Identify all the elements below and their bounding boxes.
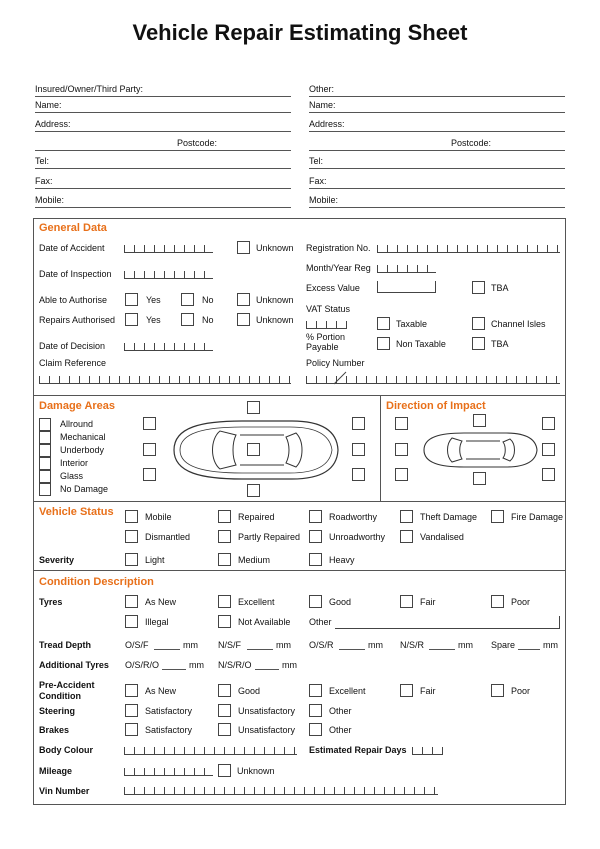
contact-right-label-5: Fax: <box>309 176 327 186</box>
tyres-other-label: Other <box>309 617 332 627</box>
divider <box>33 501 566 502</box>
general-data-heading: General Data <box>39 222 107 234</box>
tread-input-0[interactable] <box>154 649 180 650</box>
contact-right-line-2[interactable] <box>309 131 565 132</box>
tyres-checkbox-0[interactable] <box>125 595 138 608</box>
additional-tyre-input-0[interactable] <box>162 669 186 670</box>
vin-number-label: Vin Number <box>39 786 90 796</box>
registration-input[interactable] <box>377 241 560 253</box>
impact-direction-checkbox-4[interactable] <box>542 443 555 456</box>
pre-accident-checkbox-4[interactable] <box>491 684 504 697</box>
excess-tba-checkbox[interactable] <box>472 281 485 294</box>
damage-location-checkbox-3[interactable] <box>143 443 156 456</box>
contact-left-line-4[interactable] <box>35 168 291 169</box>
repairs-no-checkbox[interactable] <box>181 313 194 326</box>
tread-position-label-3: N/S/R <box>400 640 425 650</box>
brakes-checkbox-0[interactable] <box>125 723 138 736</box>
policy-number-label: Policy Number <box>306 358 365 368</box>
non-taxable-checkbox[interactable] <box>377 337 390 350</box>
unknown-label: Unknown <box>237 766 275 776</box>
brakes-label: Brakes <box>39 725 70 735</box>
impact-direction-checkbox-3[interactable] <box>395 443 408 456</box>
tyres-option-1: Excellent <box>238 597 275 607</box>
authorise-unknown-checkbox[interactable] <box>237 293 250 306</box>
vat-status-input[interactable] <box>306 317 347 329</box>
estimated-repair-days-label: Estimated Repair Days <box>309 745 407 755</box>
status2-checkbox-3[interactable] <box>400 530 413 543</box>
status-label-2: Roadworthy <box>329 512 378 522</box>
severity-checkbox-0[interactable] <box>125 553 138 566</box>
taxable-label: Taxable <box>396 319 428 329</box>
contact-left-label-3: Postcode: <box>177 138 218 148</box>
tread-position-label-2: O/S/R <box>309 640 334 650</box>
impact-direction-checkbox-7[interactable] <box>473 472 486 485</box>
damage-location-checkbox-6[interactable] <box>143 468 156 481</box>
damage-location-checkbox-8[interactable] <box>247 484 260 497</box>
repairs-authorised-label: Repairs Authorised <box>39 315 116 325</box>
claim-reference-label: Claim Reference <box>39 358 107 368</box>
repairs-yes-checkbox[interactable] <box>125 313 138 326</box>
contact-left-line-6[interactable] <box>35 207 291 208</box>
non-taxable-label: Non Taxable <box>396 339 446 349</box>
car-impact-diagram <box>418 430 542 470</box>
status2-checkbox-0[interactable] <box>125 530 138 543</box>
tba-label: TBA <box>491 339 509 349</box>
authorise-no-checkbox[interactable] <box>181 293 194 306</box>
condition-description-heading: Condition Description <box>39 576 154 588</box>
severity-label-0: Light <box>145 555 165 565</box>
brakes-option-2: Other <box>329 725 352 735</box>
contact-right-label-3: Postcode: <box>451 138 492 148</box>
tyres-label: Tyres <box>39 597 63 607</box>
portion-payable-label: % Portion Payable <box>306 332 346 352</box>
contact-right-label-0: Other: <box>309 84 335 94</box>
severity-label: Severity <box>39 555 75 565</box>
contact-right-line-1[interactable] <box>309 112 565 113</box>
date-of-accident-label: Date of Accident <box>39 243 105 253</box>
pre-accident-condition-label: Pre-Accident Condition <box>39 680 95 701</box>
mileage-label: Mileage <box>39 766 73 776</box>
body-colour-label: Body Colour <box>39 745 93 755</box>
contact-left-line-1[interactable] <box>35 112 291 113</box>
repairs-unknown-checkbox[interactable] <box>237 313 250 326</box>
tyres-checkbox-1[interactable] <box>218 595 231 608</box>
body-colour-input[interactable] <box>124 743 297 755</box>
damage-area-checkbox-2[interactable] <box>39 444 51 457</box>
damage-area-label-5: No Damage <box>60 484 109 494</box>
channel-isles-checkbox[interactable] <box>472 317 485 330</box>
contact-left-label-4: Tel: <box>35 156 50 166</box>
impact-direction-checkbox-5[interactable] <box>395 468 408 481</box>
contact-left-label-6: Mobile: <box>35 195 65 205</box>
mm-unit: mm <box>189 660 204 670</box>
status-checkbox-3[interactable] <box>400 510 413 523</box>
brakes-checkbox-1[interactable] <box>218 723 231 736</box>
vat-tba-checkbox[interactable] <box>472 337 485 350</box>
divider <box>33 395 566 396</box>
damage-area-checkbox-1[interactable] <box>39 431 51 444</box>
additional-tyre-input-1[interactable] <box>255 669 279 670</box>
tread-position-label-4: Spare <box>491 640 516 650</box>
steering-option-2: Other <box>329 706 352 716</box>
status-label-3: Theft Damage <box>420 512 478 522</box>
unknown-label: Unknown <box>256 295 294 305</box>
severity-label-1: Medium <box>238 555 271 565</box>
damage-location-checkbox-4[interactable] <box>247 443 260 456</box>
excess-value-label: Excess Value <box>306 283 360 293</box>
mileage-unknown-checkbox[interactable] <box>218 764 231 777</box>
damage-area-label-1: Mechanical <box>60 432 106 442</box>
taxable-checkbox[interactable] <box>377 317 390 330</box>
unknown-label: Unknown <box>256 315 294 325</box>
pre-accident-checkbox-3[interactable] <box>400 684 413 697</box>
tyres-not-available-checkbox[interactable] <box>218 615 231 628</box>
damage-area-checkbox-0[interactable] <box>39 418 51 431</box>
tyres-checkbox-2[interactable] <box>309 595 322 608</box>
pre-accident-checkbox-2[interactable] <box>309 684 322 697</box>
damage-location-checkbox-1[interactable] <box>143 417 156 430</box>
registration-label: Registration No. <box>306 243 371 253</box>
steering-label: Steering <box>39 706 76 716</box>
mm-unit: mm <box>543 640 558 650</box>
additional-tyre-label-1: N/S/R/O <box>218 660 252 670</box>
tread-depth-label: Tread Depth <box>39 640 92 650</box>
divider <box>33 570 566 571</box>
damage-location-checkbox-5[interactable] <box>352 443 365 456</box>
damage-area-label-3: Interior <box>60 458 89 468</box>
no-label: No <box>202 295 214 305</box>
tread-position-label-0: O/S/F <box>125 640 149 650</box>
mm-unit: mm <box>282 660 297 670</box>
brakes-checkbox-2[interactable] <box>309 723 322 736</box>
unknown-label: Unknown <box>256 243 294 253</box>
contact-left-label-2: Address: <box>35 119 71 129</box>
tyres-not-available-label: Not Available <box>238 617 291 627</box>
tyres-illegal-label: Illegal <box>145 617 169 627</box>
status2-label-1: Partly Repaired <box>238 532 301 542</box>
date-of-inspection-input[interactable] <box>124 267 213 279</box>
contact-left-line-2[interactable] <box>35 131 291 132</box>
damage-area-checkbox-4[interactable] <box>39 470 51 483</box>
steering-option-1: Unsatisfactory <box>238 706 296 716</box>
pre-accident-option-1: Good <box>238 686 261 696</box>
date-of-inspection-label: Date of Inspection <box>39 269 112 279</box>
accident-unknown-checkbox[interactable] <box>237 241 250 254</box>
vat-status-label: VAT Status <box>306 304 351 314</box>
tread-input-2[interactable] <box>339 649 365 650</box>
date-of-accident-input[interactable] <box>124 241 213 253</box>
contact-right-line-5[interactable] <box>309 188 565 189</box>
tyres-checkbox-3[interactable] <box>400 595 413 608</box>
status2-checkbox-2[interactable] <box>309 530 322 543</box>
impact-direction-checkbox-2[interactable] <box>542 417 555 430</box>
mm-unit: mm <box>183 640 198 650</box>
status-label-0: Mobile <box>145 512 172 522</box>
contact-left-label-5: Fax: <box>35 176 53 186</box>
tyres-illegal-checkbox[interactable] <box>125 615 138 628</box>
tread-input-4[interactable] <box>518 649 540 650</box>
contact-left-line-0[interactable] <box>35 96 291 97</box>
claim-reference-input[interactable] <box>39 372 291 384</box>
direction-of-impact-heading: Direction of Impact <box>386 400 486 412</box>
damage-location-checkbox-2[interactable] <box>352 417 365 430</box>
status-label-1: Repaired <box>238 512 275 522</box>
additional-tyre-label-0: O/S/R/O <box>125 660 160 670</box>
slash-mark <box>332 370 348 386</box>
damage-location-checkbox-7[interactable] <box>352 468 365 481</box>
tread-input-3[interactable] <box>429 649 455 650</box>
contact-right-label-2: Address: <box>309 119 345 129</box>
authorise-yes-checkbox[interactable] <box>125 293 138 306</box>
divider <box>380 395 381 501</box>
tyres-option-2: Good <box>329 597 352 607</box>
able-to-authorise-label: Able to Authorise <box>39 295 108 305</box>
tyres-checkbox-4[interactable] <box>491 595 504 608</box>
vehicle-status-heading: Vehicle Status <box>39 506 114 518</box>
excess-value-input[interactable] <box>377 281 436 293</box>
month-year-reg-input[interactable] <box>377 261 436 273</box>
tyres-option-0: As New <box>145 597 177 607</box>
severity-label-2: Heavy <box>329 555 355 565</box>
tyres-other-input[interactable] <box>335 616 560 629</box>
page-title: Vehicle Repair Estimating Sheet <box>132 20 468 45</box>
damage-areas-heading: Damage Areas <box>39 400 116 412</box>
damage-area-label-2: Underbody <box>60 445 105 455</box>
damage-area-checkbox-5[interactable] <box>39 483 51 496</box>
brakes-option-0: Satisfactory <box>145 725 193 735</box>
contact-right-label-6: Mobile: <box>309 195 339 205</box>
contact-left-line-5[interactable] <box>35 188 291 189</box>
contact-right-label-1: Name: <box>309 100 336 110</box>
damage-area-checkbox-3[interactable] <box>39 457 51 470</box>
status-checkbox-1[interactable] <box>218 510 231 523</box>
status-checkbox-2[interactable] <box>309 510 322 523</box>
steering-checkbox-0[interactable] <box>125 704 138 717</box>
status2-label-0: Dismantled <box>145 532 191 542</box>
impact-direction-checkbox-1[interactable] <box>395 417 408 430</box>
steering-option-0: Satisfactory <box>145 706 193 716</box>
impact-direction-checkbox-6[interactable] <box>542 468 555 481</box>
status2-label-2: Unroadworthy <box>329 532 386 542</box>
pre-accident-option-0: As New <box>145 686 177 696</box>
steering-checkbox-1[interactable] <box>218 704 231 717</box>
estimated-repair-days-input[interactable] <box>412 743 443 755</box>
contact-left-label-0: Insured/Owner/Third Party: <box>35 84 144 94</box>
contact-right-label-4: Tel: <box>309 156 324 166</box>
tba-label: TBA <box>491 283 509 293</box>
pre-accident-checkbox-0[interactable] <box>125 684 138 697</box>
no-label: No <box>202 315 214 325</box>
tread-input-1[interactable] <box>247 649 273 650</box>
pre-accident-option-4: Poor <box>511 686 531 696</box>
contact-right-line-3[interactable] <box>309 150 565 151</box>
mm-unit: mm <box>458 640 473 650</box>
channel-isles-label: Channel Isles <box>491 319 546 329</box>
damage-location-checkbox-0[interactable] <box>247 401 260 414</box>
additional-tyres-label: Additional Tyres <box>39 660 109 670</box>
yes-label: Yes <box>146 295 161 305</box>
status2-checkbox-1[interactable] <box>218 530 231 543</box>
pre-accident-option-3: Fair <box>420 686 436 696</box>
status-checkbox-0[interactable] <box>125 510 138 523</box>
month-year-reg-label: Month/Year Reg <box>306 263 371 273</box>
tread-position-label-1: N/S/F <box>218 640 242 650</box>
pre-accident-checkbox-1[interactable] <box>218 684 231 697</box>
damage-area-label-4: Glass <box>60 471 84 481</box>
severity-checkbox-2[interactable] <box>309 553 322 566</box>
contact-right-line-4[interactable] <box>309 168 565 169</box>
yes-label: Yes <box>146 315 161 325</box>
contact-right-line-6[interactable] <box>309 207 565 208</box>
contact-left-line-3[interactable] <box>35 150 291 151</box>
mileage-input[interactable] <box>124 764 213 776</box>
status2-label-3: Vandalised <box>420 532 464 542</box>
contact-left-label-1: Name: <box>35 100 62 110</box>
mm-unit: mm <box>276 640 291 650</box>
brakes-option-1: Unsatisfactory <box>238 725 296 735</box>
status-checkbox-4[interactable] <box>491 510 504 523</box>
date-of-decision-label: Date of Decision <box>39 341 106 351</box>
tyres-option-3: Fair <box>420 597 436 607</box>
contact-right-line-0[interactable] <box>309 96 565 97</box>
mm-unit: mm <box>368 640 383 650</box>
steering-checkbox-2[interactable] <box>309 704 322 717</box>
severity-checkbox-1[interactable] <box>218 553 231 566</box>
vin-number-input[interactable] <box>124 783 438 795</box>
status-label-4: Fire Damage <box>511 512 564 522</box>
tyres-option-4: Poor <box>511 597 531 607</box>
pre-accident-option-2: Excellent <box>329 686 366 696</box>
damage-area-label-0: Allround <box>60 419 94 429</box>
date-of-decision-input[interactable] <box>124 339 213 351</box>
impact-direction-checkbox-0[interactable] <box>473 414 486 427</box>
